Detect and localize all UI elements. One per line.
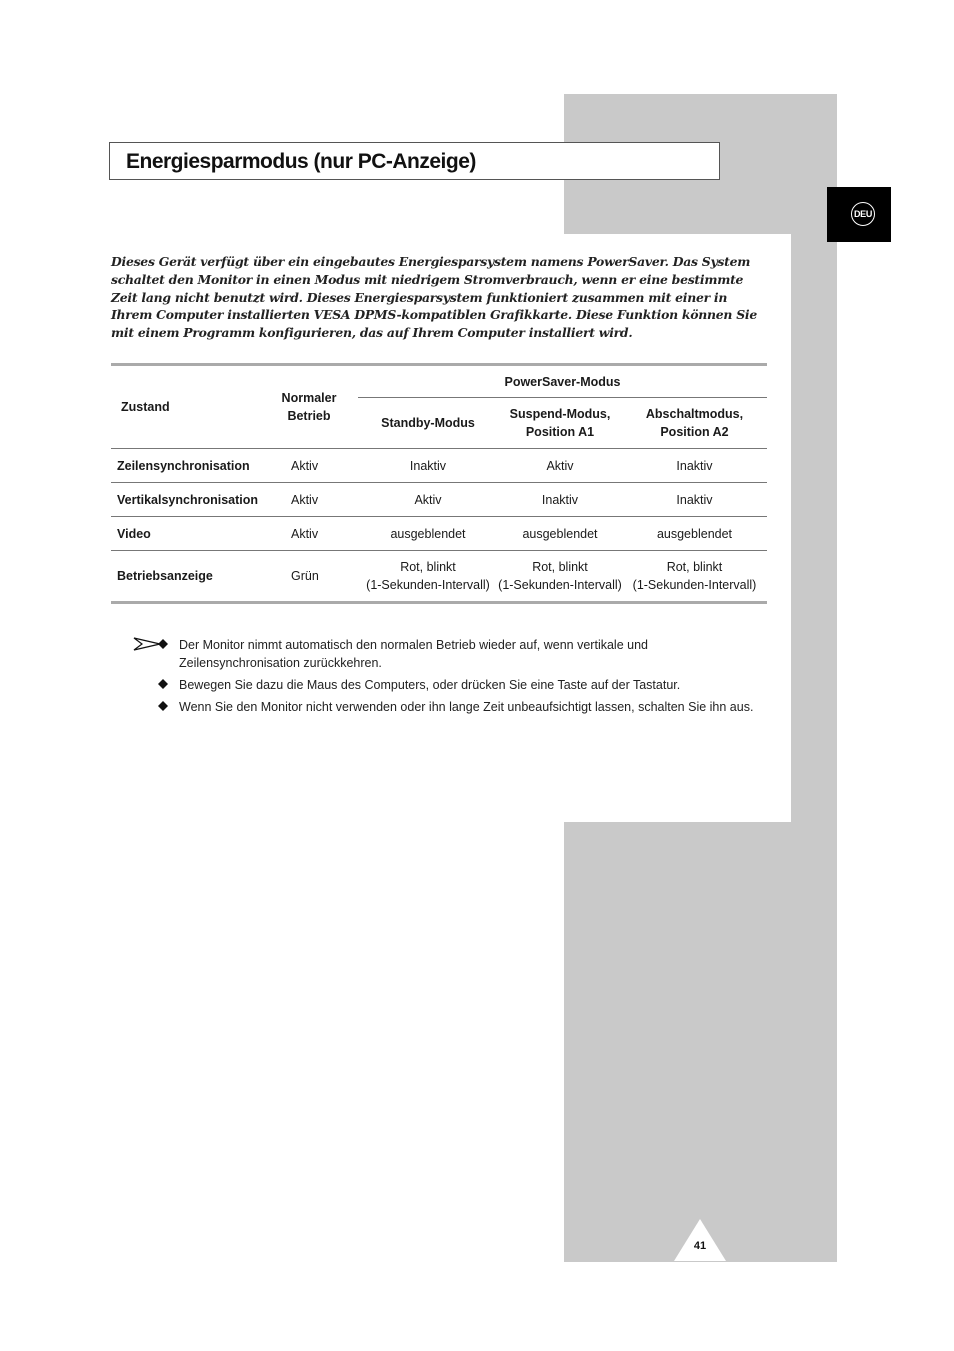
- header-suspend-line1: Suspend-Modus,: [509, 407, 611, 421]
- header-state: Zustand: [121, 400, 170, 414]
- cell-normal: Aktiv: [260, 449, 358, 483]
- note-text: Der Monitor nimmt automatisch den normalen Betrieb wieder auf, wenn vertikale und Zeilensynchronisation zurückkehren.: [179, 638, 648, 670]
- row-label: Zeilensynchronisation: [111, 449, 260, 483]
- cell-suspend: [498, 483, 622, 517]
- cell-suspend-line1: Aktiv: [546, 458, 574, 473]
- cell-suspend-line2: (1-Sekunden-Intervall): [498, 578, 622, 592]
- note-item: [179, 636, 759, 672]
- page-number: 41: [693, 1240, 707, 1252]
- cell-suspend: [498, 449, 622, 483]
- cell-off-line1: Inaktiv: [676, 492, 713, 507]
- header-off-line2: Position A2: [660, 425, 729, 439]
- cell-standby: [358, 449, 498, 483]
- header-off-line1: Abschaltmodus,: [645, 407, 744, 421]
- table-row: [111, 517, 767, 551]
- cell-standby: [358, 551, 498, 603]
- diamond-bullet-icon: [157, 700, 169, 712]
- language-badge: DEU: [851, 202, 875, 226]
- title-box: [109, 142, 720, 180]
- diamond-bullet-icon: [157, 678, 169, 690]
- header-off: [622, 398, 767, 449]
- header-standby-line1: Standby-Modus: [381, 416, 475, 430]
- cell-suspend-line1: Rot, blinkt: [532, 560, 588, 574]
- cell-normal: Grün: [260, 551, 358, 603]
- diamond-bullet-icon: [157, 638, 169, 650]
- note-item: [179, 698, 759, 716]
- cell-off-line1: Rot, blinkt: [666, 560, 723, 574]
- header-suspend: [498, 398, 622, 449]
- header-suspend-line2: Position A1: [525, 425, 595, 439]
- row-label: Vertikalsynchronisation: [111, 483, 260, 517]
- note-text: Wenn Sie den Monitor nicht verwenden oder ihn lange Zeit unbeaufsichtigt lassen, schalten Sie ihn aus.: [179, 700, 754, 714]
- cell-suspend: [498, 517, 622, 551]
- cell-suspend: [498, 551, 622, 603]
- cell-normal: Aktiv: [260, 483, 358, 517]
- page-title: Energiesparmodus (nur PC-Anzeige): [126, 150, 476, 173]
- cell-off: [622, 551, 767, 603]
- cell-normal: Aktiv: [260, 517, 358, 551]
- intro-paragraph: Dieses Gerät verfügt über ein eingebautes Energiesparsystem namens PowerSaver. Das System schaltet den Monitor in einen Modus mit niedrigem Stromverbrauch, wenn er eine bestimmte Zeit lang nicht benutzt wird. Dieses Energiesparsystem funktioniert zusammen mit einer in Ihrem Computer installierten VESA DPMS-kompatiblen Grafikkarte. Diese Funktion können Sie mit einem Programm konfigurieren, das auf Ihrem Computer installiert wird.: [111, 254, 758, 341]
- language-tab: [827, 187, 891, 242]
- header-standby: [358, 398, 498, 449]
- cell-off-line1: Inaktiv: [676, 458, 713, 473]
- table-row: [111, 449, 767, 483]
- table-row: [111, 483, 767, 517]
- header-normal-line2: Betrieb: [287, 409, 331, 423]
- cell-standby-line1: Rot, blinkt: [400, 560, 456, 574]
- note-item: [179, 676, 759, 694]
- cell-off-line1: ausgeblendet: [656, 526, 733, 541]
- gray-band-bottom: [564, 822, 837, 1262]
- cell-off-line2: (1-Sekunden-Intervall): [632, 578, 757, 592]
- cell-standby: [358, 517, 498, 551]
- cell-suspend-line1: Inaktiv: [541, 492, 579, 507]
- cell-standby-line2: (1-Sekunden-Intervall): [366, 578, 490, 592]
- header-normal: [260, 365, 358, 449]
- cell-off: [622, 449, 767, 483]
- page-number-marker: [674, 1219, 726, 1261]
- note-text: Bewegen Sie dazu die Maus des Computers, oder drücken Sie eine Taste auf der Tastatur.: [179, 678, 681, 692]
- cell-standby: [358, 483, 498, 517]
- row-label: Video: [111, 517, 260, 551]
- cell-off: [622, 483, 767, 517]
- cell-standby-line1: ausgeblendet: [390, 526, 466, 541]
- header-powersaver: PowerSaver-Modus: [358, 365, 767, 398]
- cell-standby-line1: Aktiv: [414, 492, 442, 507]
- header-normal-line1: Normaler: [281, 391, 337, 405]
- cell-suspend-line1: ausgeblendet: [522, 526, 598, 541]
- row-label: Betriebsanzeige: [111, 551, 260, 603]
- cell-off: [622, 517, 767, 551]
- power-mode-table: [111, 363, 767, 604]
- table-row: [111, 551, 767, 603]
- cell-standby-line1: Inaktiv: [409, 458, 447, 473]
